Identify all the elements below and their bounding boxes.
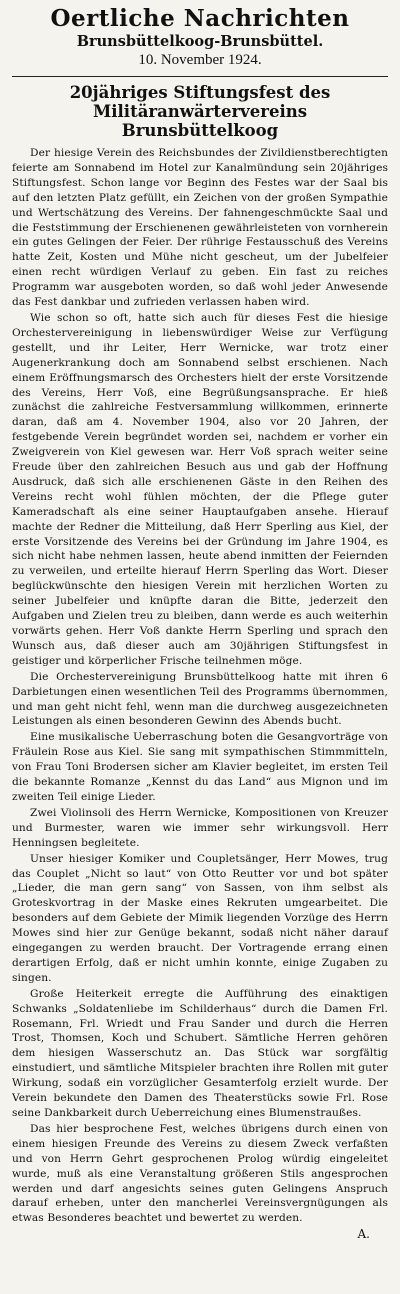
divider-rule (12, 76, 388, 77)
section-title: Oertliche Nachrichten (50, 5, 350, 32)
article-headline (12, 83, 388, 140)
article-paragraph: Das hier besprochene Fest, welches übrigens durch einen von einem hiesigen Freunde des Vereins zu diesem Zweck verfaßten und von Herrn Gehrt gesprochenen Prolog würdig eingeleitet wurde, muß als eine Veranstaltung größeren Stils angesprochen werden und darf angesichts seines guten Gelingens Anspruch darauf erheben, unter den mancherlei Vereinsvergnügungen als etwas Besonderes beachtet und bewertet zu werden. (12, 1122, 388, 1225)
article-paragraph: Wie schon so oft, hatte sich auch für dieses Fest die hiesige Orchestervereinigung in liebenswürdiger Weise zur Verfügung gestellt, und ihr Leiter, Herr Wernicke, war trotz einer Augenerkrankung doch am Sonnabend selbst erschienen. Nach einem Eröffnungsmarsch des Orchesters hielt der erste Vorsitzende des Vereins, Herr Voß, eine Begrüßungsansprache. Er hieß zunächst die zahlreiche Festversammlung willkommen, erinnerte daran, daß am 4. November 1904, also vor 20 Jahren, der festgebende Verein begründet worden sei, nachdem er vorher ein Zweigverein von Kiel gewesen war. Herr Voß sprach weiter seine Freude über den zahlreichen Besuch aus und gab der Hoffnung Ausdruck, daß sich alle erschienenen Gäste in den Reihen des Vereins recht wohl fühlen möchten, der die Pflege guter Kameradschaft als eine seiner Hauptaufgaben ansehe. Hierauf machte der Redner die Mitteilung, daß Herr Sperling aus Kiel, der erste Vorsitzende des Vereins bei der Gründung im Jahre 1904, es sich nicht habe nehmen lassen, heute abend inmitten der Feiernden zu verweilen, und erteilte hierauf Herrn Sperling das Wort. Dieser beglückwünschte den hiesigen Verein mit herzlichen Worten zu seiner Jubelfeier und knüpfte daran die Bitte, jederzeit den Aufgaben und Zielen treu zu bleiben, dann werde es auch weiterhin vorwärts gehen. Herr Voß dankte Herrn Sperling und sprach den Wunsch aus, daß dieser auch am 30jährigen Stiftungsfest in geistiger und körperlicher Frische teilnehmen möge. (12, 311, 388, 667)
masthead (12, 6, 388, 70)
article-paragraph: Der hiesige Verein des Reichsbundes der Zivildienstberechtigten feierte am Sonnabend im Hotel zur Kanalmündung sein 20jähriges Stiftungsfest. Schon lange vor Beginn des Festes war der Saal bis auf den letzten Platz gefüllt, ein Zeichen von der großen Sympathie und Wertschätzung des Vereins. Der fahnengeschmückte Saal und die Feststimmung der Erschienenen gewährleisteten von vornherein ein gutes Gelingen der Feier. Der rührige Festausschuß des Vereins hatte Zeit, Kosten und Mühe nicht gescheut, um der Jubelfeier einen recht würdigen Verlauf zu geben. Ein fast zu reiches Programm war ausgeboten worden, so daß wohl jeder Anwesende das Fest dankbar und zufrieden verlassen haben wird. (12, 147, 388, 309)
author-signature: A. (357, 1227, 370, 1242)
issue-date: 10. November 1924. (138, 52, 262, 68)
article-paragraph: Unser hiesiger Komiker und Coupletsänger, Herr Mowes, trug das Couplet „Nicht so laut“ von Otto Reutter vor und bot später „Lieder, die man gern sang“ von Sassen, von ihm selbst als Groteskvortrag in der Maske eines Rekruten umgearbeitet. Die besonders auf dem Gebiete der Mimik liegenden Vorzüge des Herrn Mowes sind hier zur Genüge bekannt, sodaß nicht näher darauf eingegangen zu werden braucht. Der Vortragende errang einen derartigen Erfolg, daß er nicht umhin konnte, einige Zugaben zu singen. (12, 852, 388, 984)
headline-line-2: Militäranwärtervereins Brunsbüttelkoog (93, 102, 307, 140)
article-paragraph: Zwei Violinsoli des Herrn Wernicke, Kompositionen von Kreuzer und Burmester, waren wie immer sehr wirkungsvoll. Herr Henningsen begleitete. (12, 806, 388, 849)
article-body (12, 146, 388, 1242)
article-paragraph: Die Orchestervereinigung Brunsbüttelkoog hatte mit ihren 6 Darbietungen einen wesentlichen Teil des Programms übernommen, und man geht nicht fehl, wenn man die durchweg ausgezeichneten Leistungen als einen besonderen Gewinn des Abends bucht. (12, 670, 388, 728)
article-paragraph: Große Heiterkeit erregte die Aufführung des einaktigen Schwanks „Soldatenliebe im Schilderhaus“ durch die Damen Frl. Rosemann, Frl. Wriedt und Frau Sander und durch die Herren Trost, Thomsen, Koch und Schubert. Sämtliche Herren gehören dem hiesigen Wasserschutz an. Das Stück war sorgfältig einstudiert, und sämtliche Mitspieler brachten ihre Rollen mit guter Wirkung, sodaß ein vorzüglicher Gesamterfolg erzielt wurde. Der Verein bekundete den Damen des Theaterstücks sowie Frl. Rose seine Dankbarkeit durch Ueberreichung eines Blumenstraußes. (12, 987, 388, 1119)
section-subtitle: Brunsbüttelkoog-Brunsbüttel. (76, 33, 324, 50)
headline-line-1: 20jähriges Stiftungsfest des (69, 83, 331, 102)
article-paragraph: Eine musikalische Ueberraschung boten die Gesangvorträge von Fräulein Rose aus Kiel. Sie sang mit sympathischen Stimmmitteln, von Frau Toni Brodersen sicher am Klavier begleitet, im ersten Teil die bekannte Romanze „Kennst du das Land“ aus Mignon und im zweiten Teil einige Lieder. (12, 731, 388, 803)
